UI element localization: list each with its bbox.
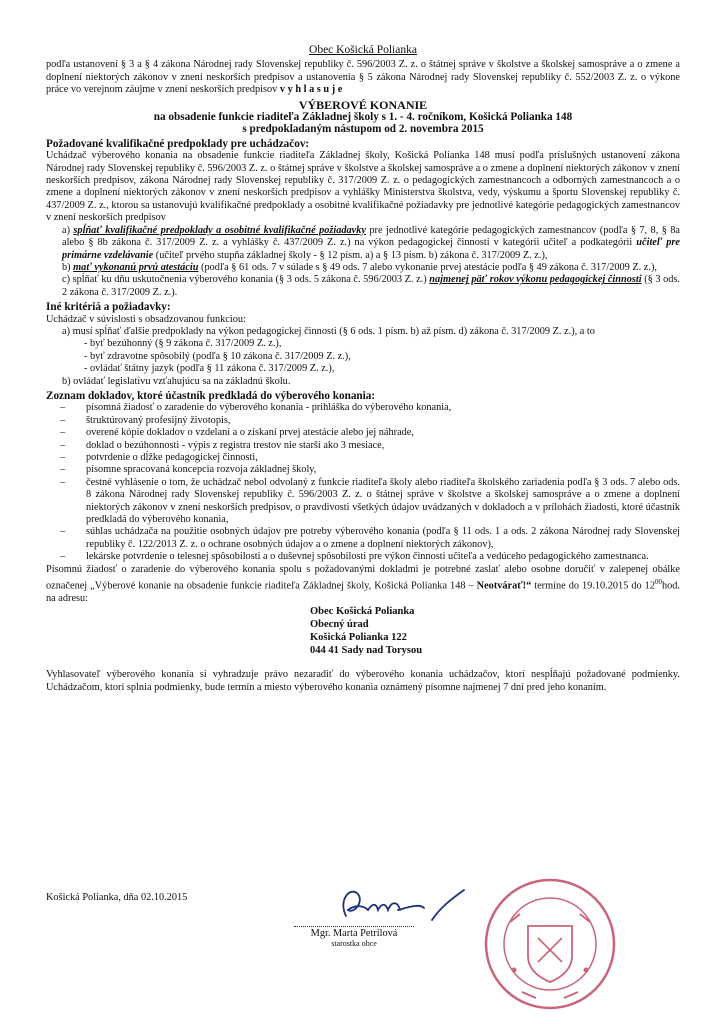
submission-paragraph [46, 564, 680, 606]
list-item [46, 452, 680, 464]
criteria-item-b: b) ovládať legislatívu vzťahujúcu sa na základnú školu. [62, 375, 291, 387]
section-other-criteria-intro: Uchádzač v súvislosti s obsadzovanou funkciou: [46, 313, 246, 325]
submission-text: hod. na adresu: [46, 580, 681, 604]
document-list-text: štruktúrovaný profesijný životopis, [86, 414, 231, 426]
bullet-dash-icon: – [60, 402, 66, 414]
document-list-text: potvrdenie o dĺžke pedagogickej činnosti, [86, 452, 258, 463]
bullet-dash-icon: – [60, 526, 66, 538]
qualification-item-text: (§ 3 ods. 2 zákona č. 317/2009 Z. z.). [62, 274, 680, 298]
preamble-declares: v y h l a s u j e [279, 84, 343, 96]
section-qualifications-intro: Uchádzač výberového konania na obsadenie funkcie riaditeľa Základnej školy, Košická Polianka 148 musí podľa príslušných ustanovení zákona Národnej rady Slovenskej republiky č. 596/2003 Z. z. o štátnej správe v školstve a školskej samospráve a o zmene a doplnení niektorých zákonov v znení neskorších predpisov, zákona Národnej rady Slovenskej republiky č. 317/2009 Z. z. o pedagogických zamestnancoch a odborných zamestnancoch a o zmene a doplnení niektorých zákonov v znení neskorších predpisov a vyhlášky Ministerstva školstva, vedy, výskumu a športu Slovenskej republiky č. 437/2009 Z. z., ktorou sa ustanovujú kvalifikačné predpoklady a osobitné kvalifikačné požiadavky pre jednotlivé kategórie pedagogických zamestnancov v znení neskorších predpisov [46, 150, 680, 224]
list-item [46, 551, 680, 563]
address-line: Obecný úrad [310, 619, 369, 631]
document-list-text: doklad o bezúhonnosti - výpis z registra trestov nie starší ako 3 mesiace, [86, 439, 385, 451]
document-page [46, 44, 680, 694]
document-list-text: písomne spracovaná koncepcia rozvoja základnej školy, [86, 464, 317, 476]
submission-text: do 12 [628, 580, 655, 592]
handwritten-signature [328, 880, 478, 930]
section-documents-heading: Zoznam dokladov, ktoré účastník predkladá do výberového konania: [46, 389, 376, 402]
submission-deadline: 19.10.2015 [582, 580, 629, 592]
document-list-text: overené kópie dokladov o vzdelaní a o získaní prvej atestácie alebo jej náhrade, [86, 427, 414, 439]
bullet-dash-icon: – [60, 427, 66, 439]
address-block [46, 605, 680, 657]
list-item [46, 402, 680, 414]
bullet-dash-icon: – [60, 551, 66, 563]
section-other-criteria-heading: Iné kritériá a požiadavky: [46, 301, 171, 314]
qualification-item-bold: najmenej päť rokov výkonu pedagogickej činnosti [429, 274, 642, 286]
bullet-dash-icon: – [60, 476, 66, 488]
bullet-dash-icon: – [60, 414, 66, 426]
qualification-item-text: (učiteľ prvého stupňa základnej školy - § 12 písm. a) a § 13 písm. b) zákona č. 317/2009 Z. z.), [153, 249, 548, 261]
qualification-item-bold: mať vykonanú prvú atestáciu [73, 261, 199, 273]
document-list-text: písomná žiadosť o zaradenie do výberového konania - prihláška do výberového konania, [86, 402, 452, 414]
criteria-subitem: - byť zdravotne spôsobilý (podľa § 10 zákona č. 317/2009 Z. z.), [84, 350, 351, 362]
bullet-dash-icon: – [60, 439, 66, 451]
list-item [46, 440, 680, 452]
qualification-item-b [46, 262, 680, 274]
municipality-header: Obec Košická Polianka [309, 44, 417, 56]
qualification-item-prefix: c) [62, 274, 70, 286]
preamble-text: podľa ustanovení § 3 a § 4 zákona Národnej rady Slovenskej republiky č. 596/2003 Z. z. o štátnej správe v školstve a školskej samospráve a o zmene a doplnení niektorých zákonov v znení neskorších predpisov a ustanovenia § 5 zákona Národnej rady Slovenskej republiky č. 552/2003 Z. z. o výkone práce vo verejnom záujme v znení neskorších predpisov [46, 59, 680, 96]
submission-neotvarat: Neotvárať!“ [476, 580, 532, 592]
document-title: VÝBEROVÉ KONANIE [298, 97, 428, 112]
qualification-item-prefix: b) [62, 261, 71, 273]
qualification-item-text: pre jednotlivé kategórie pedagogických zamestnancov (podľa § 7, 8, § 8a alebo § 8b zákona č. 317/2009 Z. z. a vyhlášky č. 437/2009 Z. z.) na výkon pedagogickej činnosti v kategórii učiteľ a podkategórii [62, 224, 680, 249]
qualification-item-bold: učiteľ pre primárne vzdelávanie [62, 237, 680, 261]
reservation-paragraph: Vyhlasovateľ výberového konania si vyhradzuje právo nezaradiť do výberového konania uchádzačov, ktorí nespĺňajú požadované podmienky. Uchádzačom, ktorí splnia podmienky, bude termín a miesto výberového konania oznámený písomne najmenej 7 dní pred jeho konaním. [46, 669, 680, 693]
signature-area [46, 880, 680, 1020]
bullet-dash-icon: – [60, 452, 66, 463]
address-line: 044 41 Sady nad Torysou [310, 645, 423, 657]
title-position-line: na obsadenie funkcie riaditeľa Základnej školy s 1. - 4. ročníkom, Košická Polianka 148 [153, 111, 573, 124]
qualification-item-text: spĺňať ku dňu uskutočnenia výberového konania (§ 3 ods. 5 zákona č. 596/2003 Z. z.) [72, 274, 430, 286]
qualification-item-bold: spĺňať kvalifikačné predpoklady a osobitné kvalifikačné požiadavky [73, 224, 366, 236]
criteria-subitem: - byť bezúhonný (§ 9 zákona č. 317/2009 Z. z.), [84, 338, 282, 350]
document-list-text: lekárske potvrdenie o telesnej spôsobilosti a o duševnej spôsobilosti pre výkon činnosti učiteľa a vedúceho pedagogického zamestnanca. [86, 551, 649, 563]
qualification-item-a [46, 225, 680, 262]
list-item [46, 526, 680, 551]
list-item [46, 464, 680, 476]
bullet-dash-icon: – [60, 464, 66, 476]
address-line: Obec Košická Polianka [310, 606, 415, 618]
criteria-subitem: - ovládať štátny jazyk (podľa § 11 zákona č. 317/2009 Z. z.), [84, 363, 335, 375]
signer-name: Mgr. Marta Petrilová [310, 928, 398, 939]
municipality-stamp-seal [480, 874, 620, 1014]
submission-hour-sup: 00 [654, 578, 662, 587]
title-start-date-line: s predpokladaným nástupom od 2. novembra 2015 [242, 123, 484, 136]
document-list-text: súhlas uchádzača na použitie osobných údajov pre potreby výberového konania (podľa § 11 ods. 1 a ods. 2 zákona Národnej rady Slovenskej republiky č. 122/2013 Z. z. o ochrane osobných údajov a o zmene a doplnení niektorých zákonov), [86, 526, 680, 550]
list-item [46, 427, 680, 439]
section-qualifications-heading: Požadované kvalifikačné predpoklady pre uchádzačov: [46, 137, 310, 150]
signer-role: starostka obce [331, 939, 377, 948]
submission-text: Písomnú žiadosť o zaradenie do výberového konania spolu s požadovanými dokladmi je potrebné zaslať alebo osobne doručiť v zalepenej obálke označenej „Výberové konanie na obsadenie funkcie riaditeľa Základnej školy, Košická Polianka 148 – [46, 563, 680, 592]
document-list-text: čestné vyhlásenie o tom, že uchádzač nebol odvolaný z funkcie riaditeľa školy alebo riaditeľa školského zariadenia podľa § 3 ods. 7 alebo ods. 8 zákona Národnej rady Slovenskej republiky č. 596/2003 Z. z. o štátnej správe v školstve a školskej samospráve a o zmene a doplnení niektorých zákonov v znení neskorších predpisov, o pravdivosti všetkých údajov uvádzaných v dokladoch a v prílohách žiadosti, ktoré účastník predkladá do výberového konania, [86, 476, 680, 526]
qualification-item-c [46, 274, 680, 299]
address-line: Košická Polianka 122 [310, 632, 407, 644]
qualification-item-prefix: a) [62, 224, 70, 236]
submission-text: termíne do [531, 580, 583, 592]
criteria-item-a: a) musí spĺňať ďalšie predpoklady na výkon pedagogickej činnosti (§ 6 ods. 1 písm. b) až písm. d) zákona č. 317/2009 Z. z.), a to [62, 325, 595, 337]
list-item [46, 477, 680, 527]
place-date: Košická Polianka, dňa 02.10.2015 [46, 892, 188, 903]
signer-block [294, 926, 414, 948]
qualification-item-text: (podľa § 61 ods. 7 v súlade s § 49 ods. 7 alebo vykonanie prvej atestácie podľa § 49 zákona č. 317/2009 Z. z.), [198, 261, 657, 273]
preamble-paragraph [46, 59, 680, 96]
list-item [46, 415, 680, 427]
